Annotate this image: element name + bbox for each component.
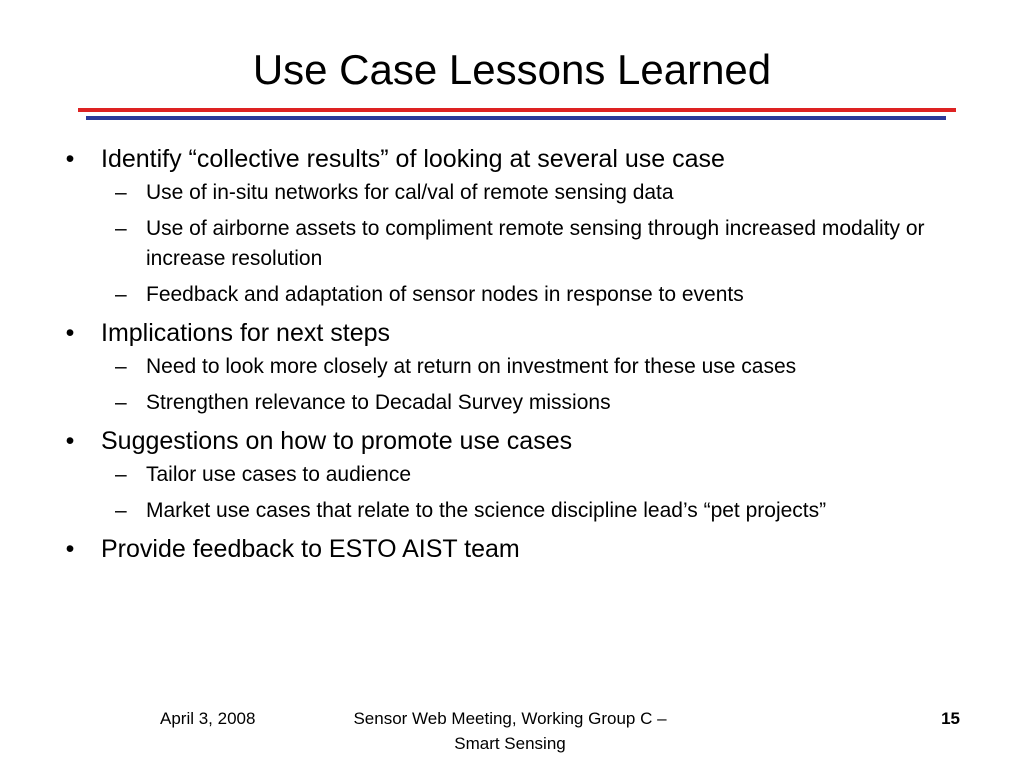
bullet-text: Provide feedback to ESTO AIST team (101, 535, 520, 563)
title-divider-blue (86, 116, 946, 120)
page-number: 15 (941, 709, 960, 728)
bullet-text: Identify “collective results” of looking at several use case (101, 145, 725, 173)
bullet-item (0, 532, 1024, 566)
slide-content (0, 142, 1024, 570)
sub-bullet-item (101, 388, 984, 418)
sub-bullet-text: Tailor use cases to audience (146, 463, 411, 486)
footer-event-line-1: Sensor Web Meeting, Working Group C – (353, 709, 667, 728)
bullet-list (0, 142, 1024, 566)
bullet-item (0, 316, 1024, 418)
bullet-item (0, 142, 1024, 310)
dash-marker: – (115, 283, 127, 306)
sub-bullet-list (101, 178, 984, 310)
footer-event (310, 706, 710, 756)
title-divider-red (78, 108, 956, 112)
sub-bullet-item (101, 352, 984, 382)
sub-bullet-list (101, 460, 984, 526)
dash-marker: – (115, 355, 127, 378)
bullet-dot: • (65, 535, 75, 563)
sub-bullet-item (101, 460, 984, 490)
bullet-dot: • (65, 427, 75, 455)
footer-event-line-2: Smart Sensing (454, 734, 566, 753)
dash-marker: – (115, 463, 127, 486)
bullet-item (0, 424, 1024, 526)
sub-bullet-text: Market use cases that relate to the science discipline lead’s “pet projects” (146, 499, 827, 522)
sub-bullet-text: Strengthen relevance to Decadal Survey missions (146, 391, 611, 414)
sub-bullet-item (101, 496, 984, 526)
sub-bullet-item (101, 214, 984, 274)
sub-bullet-item (101, 178, 984, 208)
sub-bullet-text: Feedback and adaptation of sensor nodes in response to events (146, 283, 744, 306)
sub-bullet-text: Need to look more closely at return on investment for these use cases (146, 355, 797, 378)
dash-marker: – (115, 499, 127, 522)
bullet-dot: • (65, 145, 75, 173)
dash-marker: – (115, 181, 127, 204)
slide-title: Use Case Lessons Learned (252, 46, 772, 93)
sub-bullet-text: Use of in-situ networks for cal/val of remote sensing data (146, 181, 674, 204)
dash-marker: – (115, 391, 127, 414)
footer-date: April 3, 2008 (160, 709, 256, 728)
bullet-text: Implications for next steps (101, 319, 391, 347)
sub-bullet-list (101, 352, 984, 418)
bullet-dot: • (65, 319, 75, 347)
sub-bullet-text: Use of airborne assets to compliment remote sensing through increased modality or increase resolution (146, 217, 925, 270)
sub-bullet-item (101, 280, 984, 310)
dash-marker: – (115, 217, 127, 240)
bullet-text: Suggestions on how to promote use cases (101, 427, 573, 455)
